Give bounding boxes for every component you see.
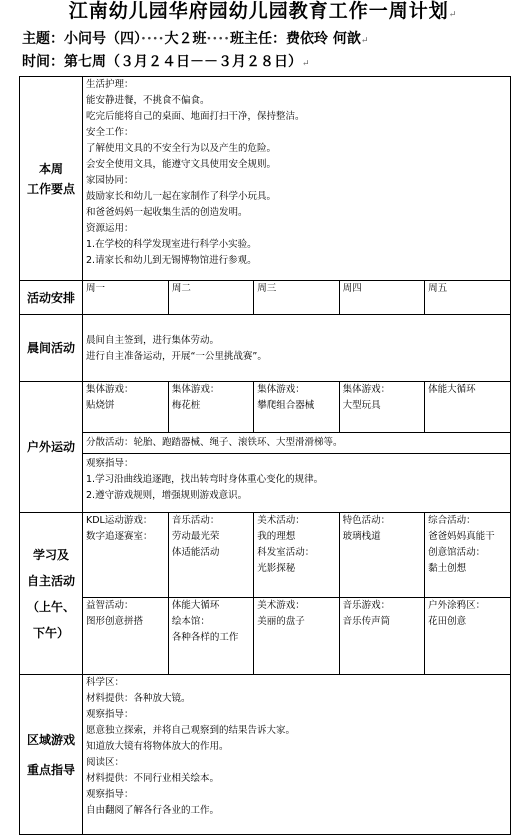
text-line: 家园协同：	[86, 175, 134, 186]
text-line: 材料提供：不同行业相关绘本。	[86, 773, 220, 784]
text-line: 愿意独立探索，并将自己观察到的结果告诉大家。	[86, 725, 296, 736]
text-line: 1.学习沿曲线追逐跑，找出转弯时身体重心变化的规律。	[86, 474, 324, 485]
text-line: 2.遵守游戏规则，增强规则游戏意识。	[86, 490, 248, 501]
study-label-line: 下午）	[32, 625, 69, 640]
area-row	[20, 675, 511, 835]
outdoor-label: 户外运动	[20, 382, 83, 513]
study-activity-cell: 美术活动： 我的理想 科发室活动： 光影探秘	[254, 513, 339, 597]
outdoor-games	[83, 382, 510, 432]
class-label: 大２班	[164, 31, 207, 47]
text-line: 观察指导：	[86, 709, 134, 720]
free-play-text: 分散活动：轮胎、跑踏器械、绳子、滚铁环、大型滑滑梯等。	[83, 432, 510, 453]
day-column-header: 周四	[339, 281, 424, 314]
study-activity-cell: 特色活动： 玻璃栈道	[339, 513, 424, 597]
study-label-line: 学习及	[32, 547, 69, 562]
study-week-pm	[83, 597, 510, 674]
study-activity-cell: 户外涂鸦区： 花田创意	[428, 600, 486, 627]
time-line: 时间：第七周（３月２４日－－３月２８日）↵	[22, 54, 310, 70]
area-content	[83, 675, 511, 835]
outdoor-game-cell: 集体游戏： 梅花桩	[168, 382, 253, 432]
key-points-content	[83, 77, 511, 281]
time-label: 时间：第七周（３月２４日－－３月２８日）	[22, 54, 302, 70]
study-activity-cell: 益智活动： 图形创意拼搭	[83, 598, 168, 674]
outdoor-guide	[83, 453, 510, 506]
text-line: 观察指导：	[86, 458, 134, 469]
outdoor-game-cell: 集体游戏： 大型玩具	[339, 382, 424, 432]
teacher-label: 班主任：费依玲 何歆	[230, 31, 361, 47]
text-line: 自由翻阅了解各行各业的工作。	[86, 805, 220, 816]
text-line: 了解使用文具的不安全行为以及产生的危险。	[86, 143, 277, 154]
text-line: 阅读区：	[86, 757, 125, 768]
study-activity-cell: 综合活动： 爸爸妈妈真能干 创意馆活动： 黏土创想	[428, 515, 495, 574]
study-activity-cell: 体能大循环 绘本馆： 各种各样的工作	[168, 598, 253, 674]
weekly-plan-table	[19, 76, 511, 835]
day-column-header: 周二	[168, 281, 253, 314]
plan-title: 江南幼儿园华府园幼儿园教育工作一周计划↵	[68, 0, 458, 22]
study-week-am	[83, 513, 510, 597]
text-line: 2.请家长和幼儿到无锡博物馆进行参观。	[86, 255, 257, 266]
area-label: 区域游戏 重点指导	[20, 675, 83, 835]
study-row	[20, 513, 511, 675]
text-line: 材料提供：各种放大镜。	[86, 693, 191, 704]
theme-label: 主题：小问号（四）	[22, 31, 141, 47]
text-line: 会安全使用文具，能遵守文具使用安全规则。	[86, 159, 277, 170]
text-line: 1.在学校的科学发现室进行科学小实验。	[86, 239, 257, 250]
text-line: 鼓励家长和幼儿一起在家制作了科学小玩具。	[86, 191, 277, 202]
outdoor-game-cell: 集体游戏： 攀爬组合器械	[254, 382, 339, 432]
study-label-line: （上午、	[26, 599, 75, 614]
day-header	[83, 281, 510, 314]
schedule-label: 活动安排	[20, 281, 83, 315]
morning-label: 晨间活动	[20, 315, 83, 382]
text-line: 观察指导：	[86, 789, 134, 800]
outdoor-row	[20, 382, 511, 513]
study-activity-cell: 音乐活动： 劳动最光荣 体适能活动	[168, 513, 253, 597]
text-line: 进行自主准备运动，开展“一公里挑战赛”。	[86, 351, 267, 362]
text-line: 晨间自主签到，进行集体劳动。	[86, 335, 220, 346]
text-line: 科学区：	[86, 677, 125, 688]
study-activity-cell: 音乐游戏： 音乐传声筒	[339, 598, 424, 674]
day-column-header: 周一	[83, 281, 168, 314]
schedule-row	[20, 281, 511, 315]
text-line: 资源运用：	[86, 223, 134, 234]
text-line: 能安静进餐，不挑食不偏食。	[86, 95, 210, 106]
study-label-line: 自主活动	[26, 573, 75, 588]
text-line: 安全工作：	[86, 127, 134, 138]
morning-row	[20, 315, 511, 382]
day-column-header: 周五	[428, 283, 448, 294]
text-line: 和爸爸妈妈一起收集生活的创造发明。	[86, 207, 248, 218]
study-activity-cell: KDL运动游戏： 数字追逐赛室：	[83, 513, 168, 597]
outdoor-game-cell: 体能大循环	[428, 384, 476, 395]
theme-class-teacher-line: 主题：小问号（四）····大２班····班主任：费依玲 何歆↵	[22, 31, 369, 47]
key-points-label: 本周 工作要点	[20, 77, 83, 281]
text-line: 生活护理：	[86, 79, 134, 90]
text-line: 吃完后能将自己的桌面、地面打扫干净，保持整洁。	[86, 111, 305, 122]
text-line: 知道放大镜有将物体放大的作用。	[86, 741, 229, 752]
study-activity-cell: 美术游戏： 美丽的盘子	[254, 598, 339, 674]
study-label	[20, 513, 83, 675]
outdoor-game-cell: 集体游戏： 贴烧饼	[83, 382, 168, 432]
key-points-row	[20, 77, 511, 281]
day-column-header: 周三	[254, 281, 339, 314]
morning-content	[83, 315, 511, 382]
